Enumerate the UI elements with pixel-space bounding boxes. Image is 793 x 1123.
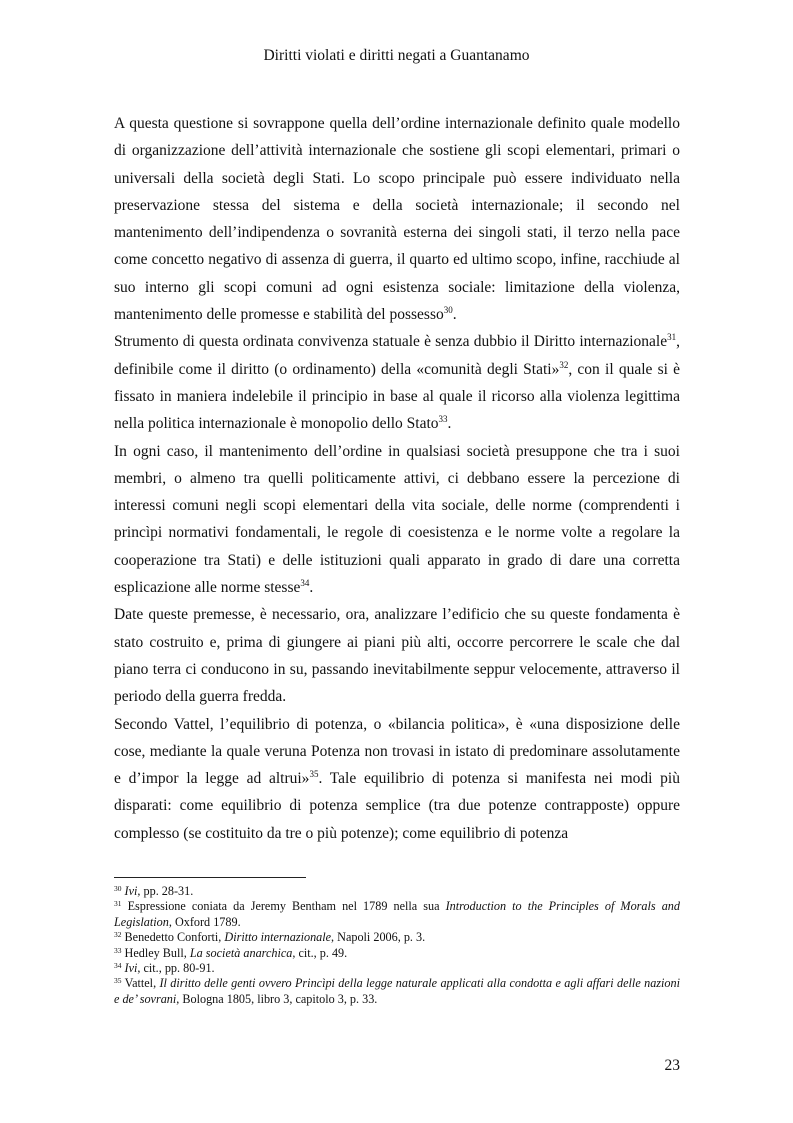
footnote: $^{30}$ Ivi, pp. 28-31.	[114, 884, 194, 898]
footnote-ref[interactable]: 35	[309, 769, 319, 780]
paragraph: Strumento di questa ordinata convivenza statuale è senza dubbio il Diritto internazionale$^{31}$, definibile come il diritto (o ordinamento) della «comunità degli Stati»$^{32}$, con il quale si è fissato in maniera indelebile il principio in base al quale il ricorso alla violenza legittima nella politica internazionale è monopolio dello Stato$^{33}$.	[114, 332, 680, 433]
page-number: 23	[664, 1057, 680, 1074]
footnote: $^{31}$ Espressione coniata da Jeremy Bentham nel 1789 nella sua Introduction to the Principles of Morals and Legislation, Oxford 1789.	[114, 899, 680, 929]
footnote-ref[interactable]: 34	[300, 578, 310, 589]
footnote-ref[interactable]: 32	[559, 359, 569, 370]
footnotes	[114, 884, 680, 1007]
footnote: $^{33}$ Hedley Bull, La società anarchica, cit., p. 49.	[114, 945, 348, 960]
running-header: Diritti violati e diritti negati a Guantanamo	[263, 47, 530, 64]
paragraph: Secondo Vattel, l’equilibrio di potenza, o «bilancia politica», è «una disposizione delle cose, mediante la quale veruna Potenza non trovasi in istato di predominare assolutamente e d’impor la legge ad altrui»$^{35}$. Tale equilibrio di potenza si manifesta nei modi più disparati: come equilibrio di potenza semplice (tra due potenze contrapposte) oppure complesso (se costituito da tre o più potenze); come equilibrio di potenza	[114, 715, 680, 842]
footnote-number: 31	[114, 899, 122, 909]
footnote: $^{35}$ Vattel, Il diritto delle genti ovvero Princìpi della legge naturale applicati alla condotta e agli affari delle nazioni e de’ sovrani, Bologna 1805, libro 3, capitolo 3, p. 33.	[114, 976, 680, 1006]
paragraph: A questa questione si sovrappone quella dell’ordine internazionale definito quale modello di organizzazione dell’attività internazionale che sostiene gli scopi elementari, primari o universali della società degli Stati. Lo scopo principale può essere individuato nella preservazione stessa del sistema e della società internazionale; il secondo nel mantenimento dell’indipendenza o sovranità esterna dei singoli stati, il terzo nella pace come concetto negativo di assenza di guerra, il quarto ed ultimo scopo, infine, racchiude al suo interno gli scopi comuni ad ogni esistenza sociale: limitazione della violenza, mantenimento delle promesse e stabilità del possesso$^{30}$.	[114, 115, 680, 324]
footnote-number: 34	[114, 961, 122, 971]
footnote-number: 35	[114, 976, 122, 986]
paragraph: Date queste premesse, è necessario, ora, analizzare l’edificio che su queste fondamenta è stato costruito e, prima di giungere ai piani più alti, occorre percorrere le scale che dal piano terra ci conducono in su, passando inevitabilmente seppur velocemente, attraverso il periodo della guerra fredda.	[114, 606, 680, 706]
footnote-number: 33	[114, 945, 122, 955]
body-text	[114, 110, 680, 847]
footnote-number: 32	[114, 930, 122, 940]
footnote-ref[interactable]: 30	[443, 305, 453, 316]
footnote: $^{32}$ Benedetto Conforti, Diritto internazionale, Napoli 2006, p. 3.	[114, 930, 426, 945]
footnote-ref[interactable]: 31	[667, 332, 677, 343]
footnote-number: 30	[114, 884, 122, 893]
footnote-separator	[114, 877, 306, 878]
footnote-ref[interactable]: 33	[438, 414, 448, 425]
paragraph: In ogni caso, il mantenimento dell’ordine in qualsiasi società presuppone che tra i suoi membri, o almeno tra quelli politicamente attivi, ci debbano essere la percezione di interessi comuni negli scopi elementari della vita sociale, delle norme (comprendenti i princìpi normativi fondamentali, le regole di coesistenza e le norme volte a regolare la cooperazione tra Stati) e delle istituzioni quali apparato in grado di dare una corretta esplicazione alle norme stesse$^{34}$.	[114, 442, 680, 597]
footnote: $^{34}$ Ivi, cit., pp. 80-91.	[114, 961, 215, 976]
